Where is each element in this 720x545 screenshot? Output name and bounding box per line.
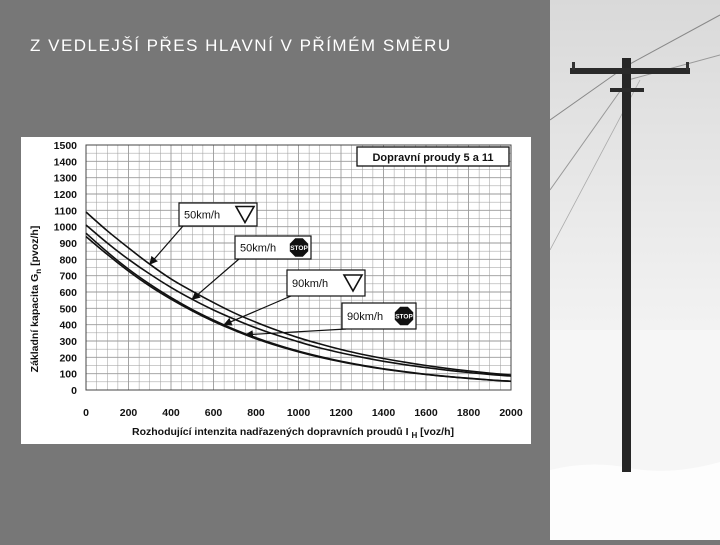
x-tick-label: 0 (83, 407, 89, 419)
y-tick-label: 1000 (53, 221, 77, 234)
x-tick-label: 800 (247, 407, 265, 419)
x-tick-label: 1600 (414, 407, 438, 419)
annotation-arrow (150, 226, 183, 264)
x-tick-label: 2000 (499, 407, 523, 419)
annotation-label: 90km/h (292, 278, 329, 290)
x-tick-label: 200 (119, 407, 138, 419)
y-tick-label: 200 (59, 352, 77, 365)
annotation-label: 50km/h (240, 242, 277, 255)
x-tick-label: 400 (162, 407, 180, 419)
y-tick-label: 1300 (53, 172, 77, 185)
x-tick-label: 1000 (286, 407, 311, 419)
annotation-label: 90km/h (347, 311, 384, 323)
chart-svg (21, 137, 531, 444)
annotation-3 (245, 303, 416, 335)
x-axis-title: Rozhodující intenzita nadřazených dopravních proudů I $_H$ [voz/h] (132, 426, 454, 440)
y-tick-labels (54, 140, 78, 397)
y-axis-title: Základní kapacita $G_n$ [pvoz/h] (29, 225, 43, 373)
y-tick-label: 1100 (54, 205, 77, 218)
chart-annotations (150, 203, 416, 335)
y-tick-label: 0 (71, 385, 77, 397)
stop-sign-text: STOP (290, 244, 308, 252)
x-tick-label: 600 (204, 407, 223, 419)
y-tick-label: 900 (59, 238, 77, 250)
y-tick-label: 1500 (53, 140, 77, 152)
y-tick-label: 1400 (53, 156, 77, 169)
x-tick-label: 1400 (371, 407, 396, 419)
y-tick-label: 600 (59, 287, 77, 299)
chart-title: Dopravní proudy 5 a 11 (372, 152, 494, 164)
slide-title: Z VEDLEJŠÍ PŘES HLAVNÍ V PŘÍMÉM SMĚRU (30, 36, 452, 55)
y-tick-label: 1200 (53, 189, 77, 201)
y-tick-label: 300 (59, 336, 77, 348)
annotation-arrow (192, 259, 239, 299)
x-tick-label: 1800 (456, 407, 481, 419)
y-tick-label: 700 (59, 270, 77, 283)
y-tick-label: 100 (59, 368, 77, 381)
y-tick-label: 500 (59, 303, 77, 316)
y-tick-label: 400 (59, 319, 77, 332)
utility-pole-photo (550, 0, 720, 540)
capacity-chart (21, 137, 531, 444)
stop-sign-text: STOP (395, 313, 413, 321)
y-tick-label: 800 (59, 254, 77, 267)
x-tick-label: 1200 (329, 407, 353, 419)
annotation-label: 50km/h (184, 209, 221, 222)
utility-pole-image (550, 0, 720, 540)
x-tick-labels (83, 407, 523, 419)
chart-grid (86, 145, 511, 390)
